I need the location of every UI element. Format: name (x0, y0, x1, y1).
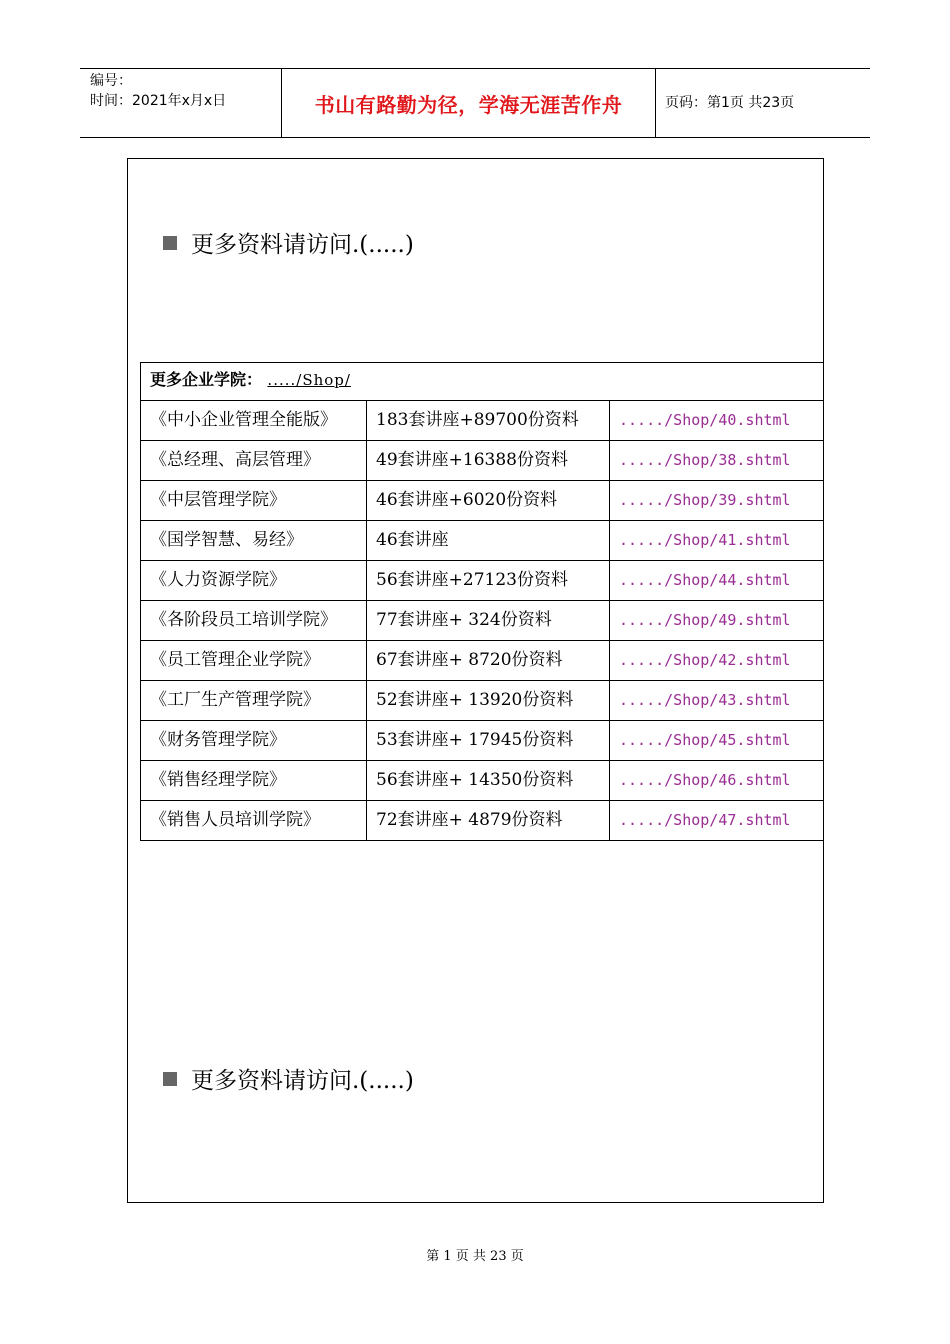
course-desc: 46套讲座 (376, 530, 449, 550)
course-link[interactable]: ...../Shop/41.shtml (619, 531, 791, 549)
course-desc: 77套讲座+ 324份资料 (376, 610, 552, 630)
course-desc: 183套讲座+89700份资料 (376, 410, 579, 430)
course-link-cell (610, 801, 824, 841)
content-frame (127, 158, 824, 1203)
course-link[interactable]: ...../Shop/43.shtml (619, 691, 791, 709)
course-desc-cell (367, 441, 610, 481)
table-header-cell (141, 363, 824, 401)
course-name: 《销售经理学院》 (150, 770, 286, 790)
table-row (141, 441, 824, 481)
time-label: 时间：2021年x月x日 (90, 93, 227, 109)
square-bullet-icon (163, 1072, 177, 1086)
header-page-cell (655, 69, 870, 137)
number-label: 编号： (90, 73, 132, 89)
table-row (141, 761, 824, 801)
course-desc-cell (367, 521, 610, 561)
course-desc-cell (367, 721, 610, 761)
visit-text-top: 更多资料请访问.(.....) (191, 232, 414, 258)
course-link-cell (610, 601, 824, 641)
course-name: 《各阶段员工培训学院》 (150, 610, 337, 630)
course-desc: 52套讲座+ 13920份资料 (376, 690, 574, 710)
course-name-cell (141, 801, 367, 841)
course-desc: 72套讲座+ 4879份资料 (376, 810, 563, 830)
table-row (141, 681, 824, 721)
course-link[interactable]: ...../Shop/45.shtml (619, 731, 791, 749)
course-desc: 67套讲座+ 8720份资料 (376, 650, 563, 670)
course-name: 《销售人员培训学院》 (150, 810, 320, 830)
square-bullet-icon (163, 236, 177, 250)
course-link-cell (610, 401, 824, 441)
course-name: 《员工管理企业学院》 (150, 650, 320, 670)
course-name: 《总经理、高层管理》 (150, 450, 320, 470)
course-link[interactable]: ...../Shop/47.shtml (619, 811, 791, 829)
course-name: 《国学智慧、易经》 (150, 530, 303, 550)
table-row (141, 561, 824, 601)
course-name: 《中小企业管理全能版》 (150, 410, 337, 430)
footer-page-number: 第 1 页 共 23 页 (426, 1249, 524, 1264)
course-name-cell (141, 481, 367, 521)
course-name-cell (141, 761, 367, 801)
course-link[interactable]: ...../Shop/46.shtml (619, 771, 791, 789)
course-desc: 49套讲座+16388份资料 (376, 450, 568, 470)
table-row (141, 641, 824, 681)
course-name: 《工厂生产管理学院》 (150, 690, 320, 710)
course-desc-cell (367, 401, 610, 441)
course-link[interactable]: ...../Shop/40.shtml (619, 411, 791, 429)
table-header-row (141, 363, 824, 401)
visit-text-bottom: 更多资料请访问.(.....) (191, 1068, 414, 1094)
table-row (141, 401, 824, 441)
course-desc-cell (367, 561, 610, 601)
course-name-cell (141, 561, 367, 601)
course-desc-cell (367, 761, 610, 801)
page-footer (0, 1245, 950, 1264)
table-row (141, 801, 824, 841)
course-name-cell (141, 721, 367, 761)
table-row (141, 601, 824, 641)
motto-text: 书山有路勤为径，学海无涯苦作舟 (314, 92, 623, 117)
course-name-cell (141, 641, 367, 681)
course-name-cell (141, 601, 367, 641)
course-desc: 46套讲座+6020份资料 (376, 490, 558, 510)
table-row (141, 481, 824, 521)
course-link[interactable]: ...../Shop/49.shtml (619, 611, 791, 629)
course-desc-cell (367, 641, 610, 681)
course-link[interactable]: ...../Shop/42.shtml (619, 651, 791, 669)
page-info: 页码：第1页 共23页 (665, 95, 795, 111)
course-name: 《人力资源学院》 (150, 570, 286, 590)
visit-notice-bottom (163, 1062, 414, 1095)
course-name-cell (141, 401, 367, 441)
table-row (141, 521, 824, 561)
page-header (80, 68, 870, 138)
visit-notice-top (163, 226, 414, 259)
course-desc-cell (367, 681, 610, 721)
course-link-cell (610, 441, 824, 481)
course-link-cell (610, 641, 824, 681)
course-desc: 56套讲座+27123份资料 (376, 570, 568, 590)
course-desc-cell (367, 601, 610, 641)
course-link-cell (610, 521, 824, 561)
course-link-cell (610, 561, 824, 601)
table-title: 更多企业学院： (150, 370, 263, 389)
shop-link[interactable]: ...../Shop/ (267, 371, 351, 389)
course-link-cell (610, 681, 824, 721)
course-link-cell (610, 481, 824, 521)
course-name: 《中层管理学院》 (150, 490, 286, 510)
course-desc: 53套讲座+ 17945份资料 (376, 730, 574, 750)
course-desc-cell (367, 481, 610, 521)
course-name: 《财务管理学院》 (150, 730, 286, 750)
course-table (140, 362, 824, 841)
table-row (141, 721, 824, 761)
header-meta (80, 69, 281, 137)
course-link[interactable]: ...../Shop/38.shtml (619, 451, 791, 469)
course-name-cell (141, 521, 367, 561)
course-link[interactable]: ...../Shop/39.shtml (619, 491, 791, 509)
header-motto-cell (281, 69, 656, 137)
course-name-cell (141, 681, 367, 721)
course-link[interactable]: ...../Shop/44.shtml (619, 571, 791, 589)
course-link-cell (610, 761, 824, 801)
course-link-cell (610, 721, 824, 761)
course-desc-cell (367, 801, 610, 841)
course-name-cell (141, 441, 367, 481)
course-desc: 56套讲座+ 14350份资料 (376, 770, 574, 790)
